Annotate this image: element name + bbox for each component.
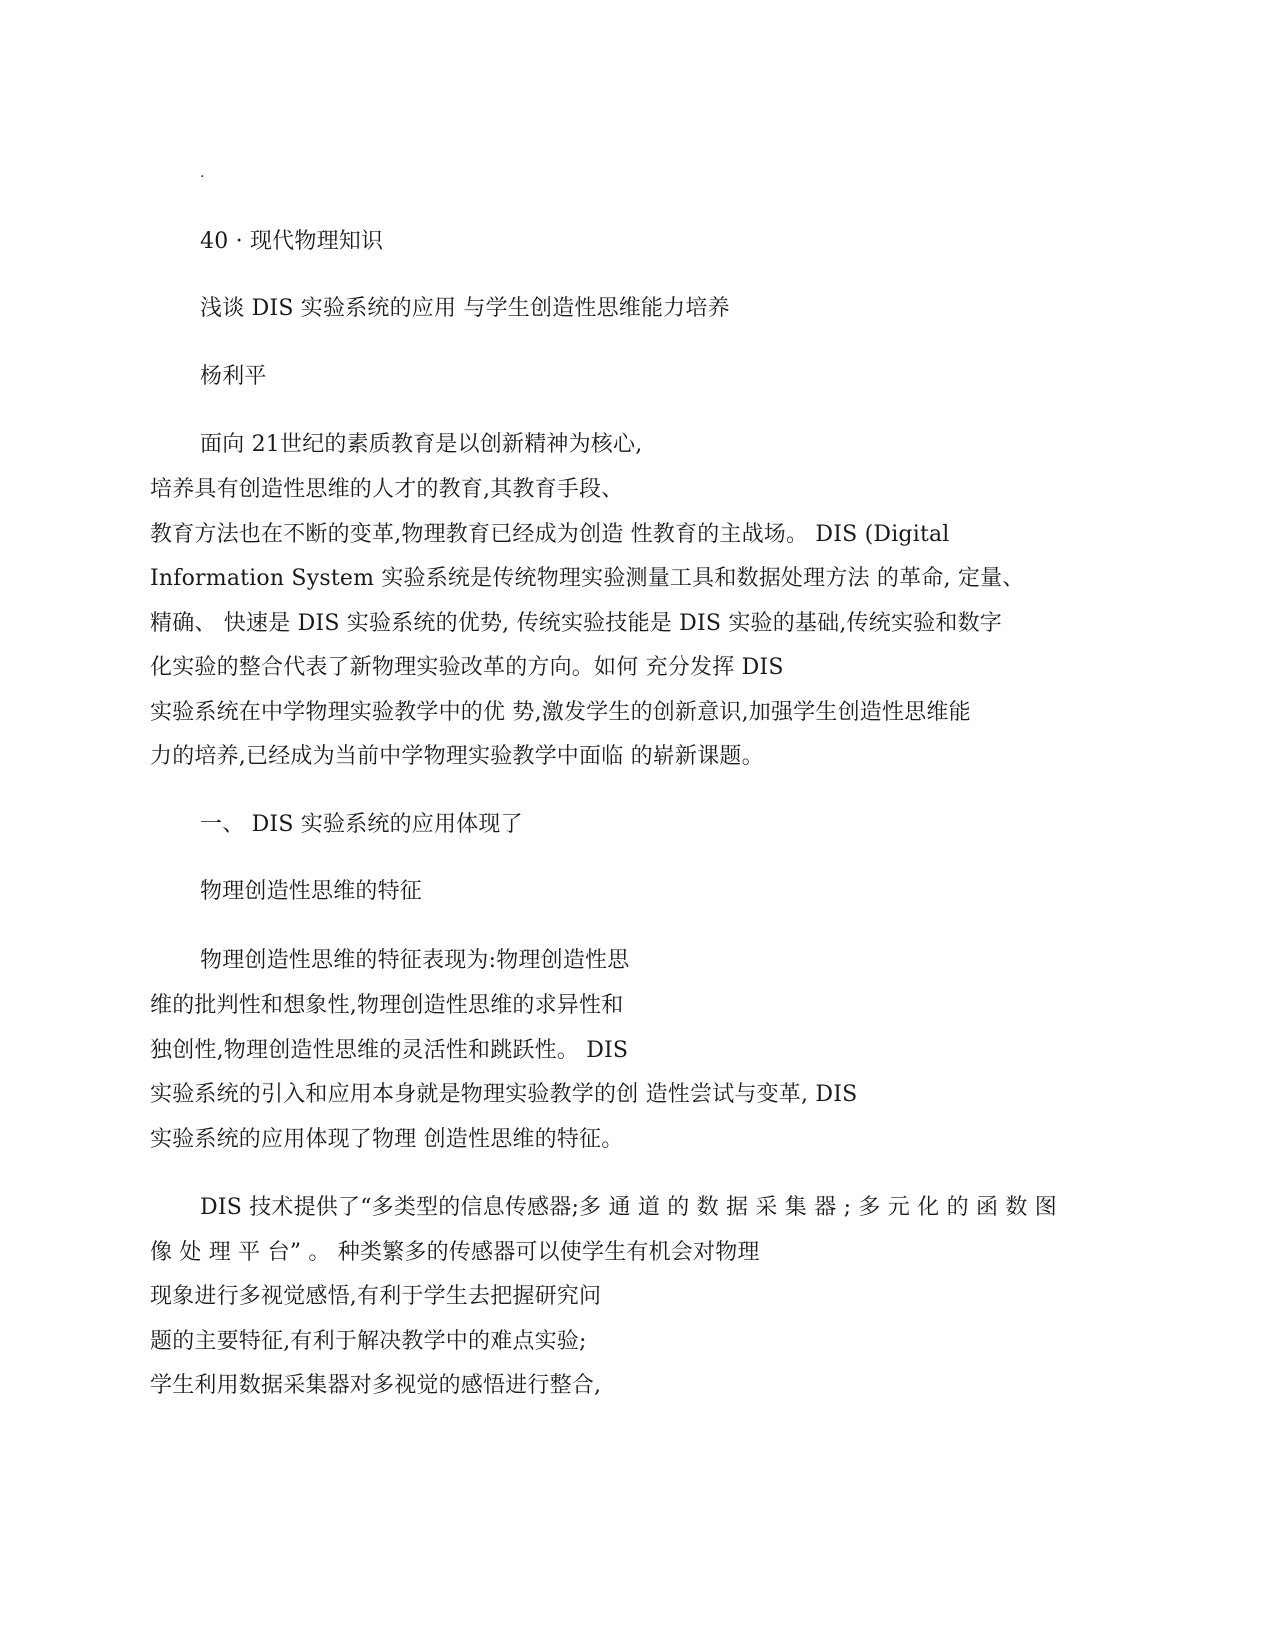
paragraph-line: 学生利用数据采集器对多视觉的感悟进行整合, [150,1373,602,1398]
paragraph-line: 培养具有创造性思维的人才的教育,其教育手段、 [150,477,624,502]
article-title: 浅谈 DIS 实验系统的应用 与学生创造性思维能力培养 [200,296,730,321]
paragraph-line: 题的主要特征,有利于解决教学中的难点实验; [150,1329,587,1354]
paragraph-line: 精确、 快速是 DIS 实验系统的优势, 传统实验技能是 DIS 实验的基础,传统实验和数字 [150,611,1002,636]
paragraph-line: Information System 实验系统是传统物理实验测量工具和数据处理方法 的革命, 定量、 [150,566,1025,591]
paragraph-line: 维的批判性和想象性,物理创造性思维的求异性和 [150,993,624,1018]
paragraph-line: 像 处 理 平 台” 。 种类繁多的传感器可以使学生有机会对物理 [150,1240,760,1265]
paragraph-line: 现象进行多视觉感悟,有利于学生去把握研究问 [150,1284,602,1309]
paragraph-line: 物理创造性思维的特征表现为:物理创造性思 [200,948,630,973]
article-author: 杨利平 [200,364,267,389]
paragraph-line: 实验系统的引入和应用本身就是物理实验教学的创 造性尝试与变革, DIS [150,1082,858,1107]
paragraph-line: 化实验的整合代表了新物理实验改革的方向。如何 充分发挥 DIS [150,655,784,680]
paragraph-line: 实验系统的应用体现了物理 创造性思维的特征。 [150,1127,624,1152]
section-subheading: 物理创造性思维的特征 [200,879,423,904]
page-marker: . [200,165,205,181]
section-heading: 一、 DIS 实验系统的应用体现了 [200,812,523,837]
paragraph-line: 面向 21世纪的素质教育是以创新精神为核心, [200,432,643,457]
paragraph-line: 教育方法也在不断的变革,物理教育已经成为创造 性教育的主战场。 DIS (Digital [150,522,950,547]
page-header: 40 · 现代物理知识 [200,229,384,254]
paragraph-line: 实验系统在中学物理实验教学中的优 势,激发学生的创新意识,加强学生创造性思维能 [150,700,971,725]
paragraph-line: 独创性,物理创造性思维的灵活性和跳跃性。 DIS [150,1038,629,1063]
paragraph-line: 力的培养,已经成为当前中学物理实验教学中面临 的崭新课题。 [150,744,764,769]
paragraph-line: DIS 技术提供了“多类型的信息传感器;多 通 道 的 数 据 采 集 器 ; 多 元 化 的 函 数 图 [200,1195,1057,1220]
